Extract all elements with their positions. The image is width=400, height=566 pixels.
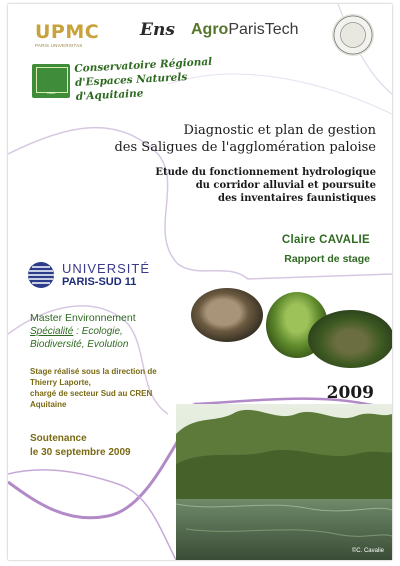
university-logo [26, 258, 156, 292]
photo-toad [191, 288, 263, 342]
subtitle-line-2: du corridor alluvial et poursuite [195, 180, 376, 191]
cren-line-1: Conservatoire Régional [74, 55, 213, 75]
defense-date [30, 432, 190, 460]
subtitle-line-1: Etude du fonctionnement hydrologique [155, 167, 376, 178]
master-line-3: Biodiversité, Evolution [30, 339, 129, 350]
master-specialty [30, 325, 190, 338]
upmc-wordmark: UPMC [35, 21, 100, 43]
report-year: 2009 [326, 383, 374, 403]
photo-credit: ©C. Cavalie [351, 548, 384, 554]
photo-newt [308, 310, 392, 368]
report-title [86, 122, 376, 156]
report-type: Rapport de stage [284, 253, 370, 265]
direction-line-3: chargé de secteur Sud au CREN [30, 389, 153, 398]
paristech-wordmark: ParisTech [228, 21, 299, 38]
title-line-2: des Saligues de l'agglomération paloise [114, 140, 376, 155]
internship-direction [30, 366, 200, 410]
subtitle-line-3: des inventaires faunistiques [217, 193, 376, 204]
ens-logo: Ens [140, 20, 175, 40]
report-cover [8, 4, 392, 560]
direction-line-1: Stage réalisé sous la direction de [30, 367, 157, 376]
defense-line-2: le 30 septembre 2009 [30, 447, 131, 458]
master-line-1: Master Environnement [30, 312, 136, 324]
specialty-value: : Ecologie, [73, 326, 123, 337]
university-subname: PARIS-SUD 11 [62, 276, 137, 288]
agroparistech-logo [191, 21, 299, 39]
river-landscape-photo [176, 404, 392, 560]
cren-line-2: d'Espaces Naturels d'Aquitaine [74, 71, 188, 103]
agro-wordmark: Agro [191, 21, 229, 38]
university-name: UNIVERSITÉ [62, 261, 151, 276]
title-line-1: Diagnostic et plan de gestion [183, 123, 376, 138]
upmc-subline: PARIS UNIVERSITAS [35, 43, 83, 48]
direction-line-2: Thierry Laporte, [30, 378, 91, 387]
report-subtitle [116, 166, 376, 205]
cren-logo: CREN [32, 64, 70, 98]
globe-icon [26, 260, 56, 290]
master-program [30, 312, 190, 351]
upmc-logo [35, 22, 107, 48]
author-name: Claire CAVALIE [281, 234, 370, 246]
defense-line-1: Soutenance [30, 433, 87, 444]
specialty-label: Spécialité [30, 326, 74, 337]
direction-line-4: Aquitaine [30, 400, 67, 409]
institution-seal-logo [332, 14, 374, 56]
